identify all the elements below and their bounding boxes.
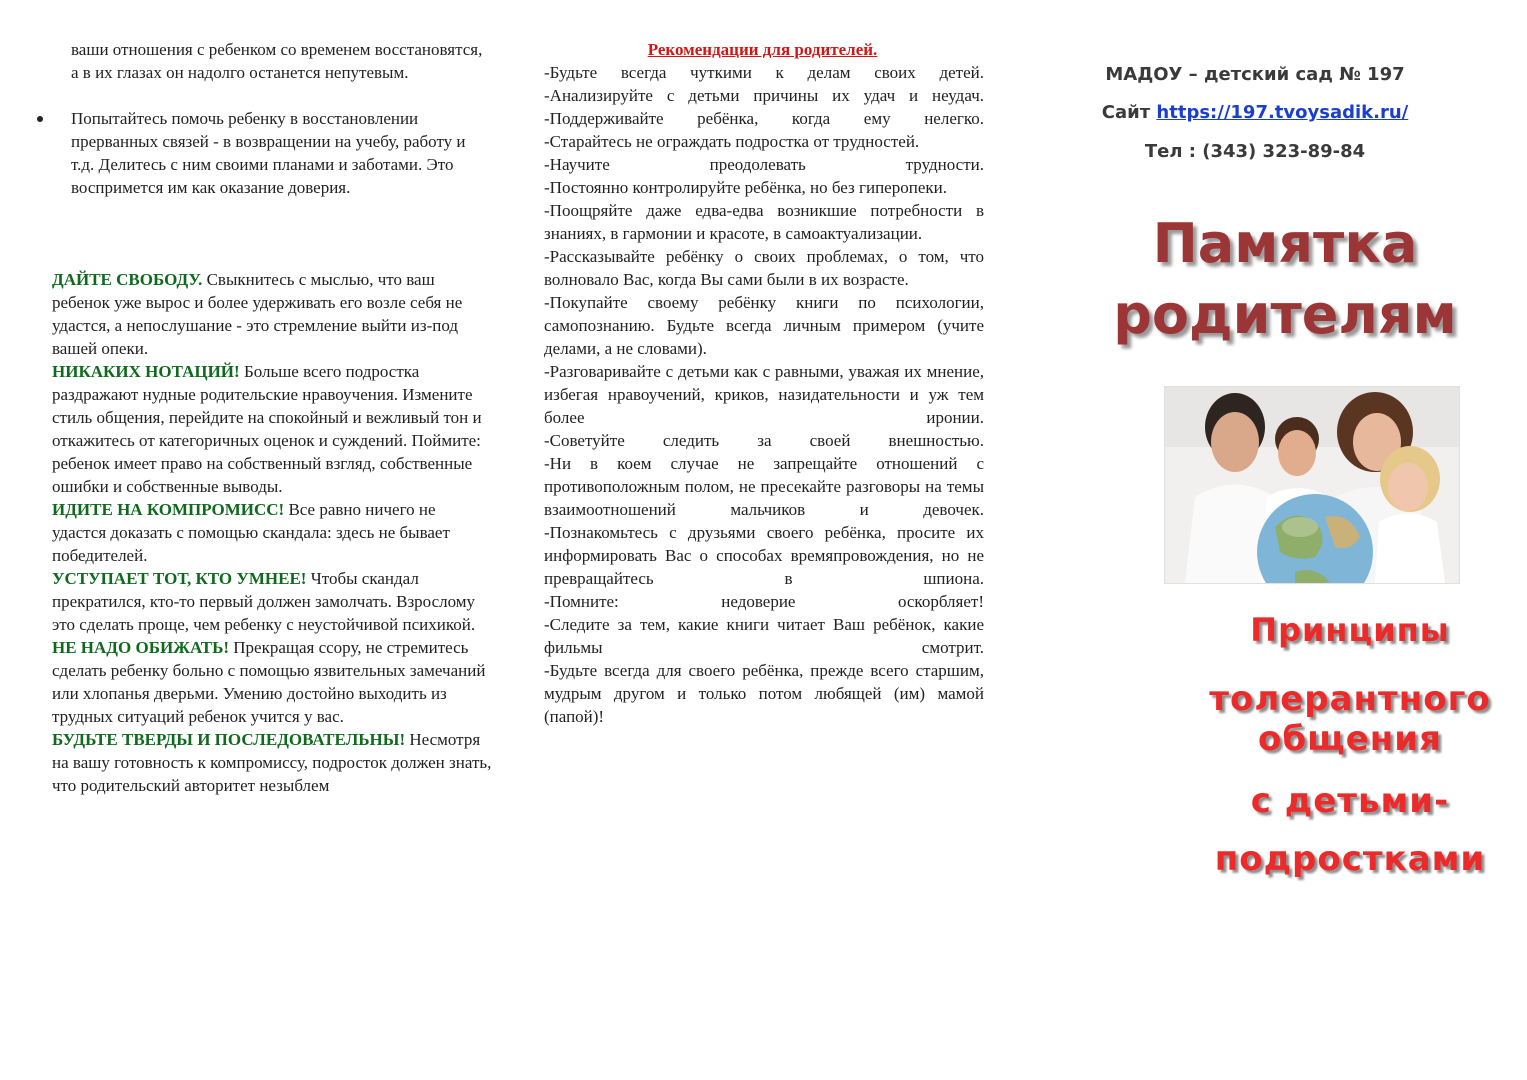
principle-lead: НЕ НАДО ОБИЖАТЬ! bbox=[52, 638, 229, 657]
phone-line: Тел : (343) 323-89-84 bbox=[1144, 141, 1366, 162]
recommendation-item: -Анализируйте с детьми причины их удач и неудач. bbox=[544, 86, 984, 105]
recommendations-title: Рекомендации для родителей. bbox=[647, 40, 878, 59]
principle-lead: НИКАКИХ НОТАЦИЙ! bbox=[52, 362, 240, 381]
family-photo-illustration bbox=[1165, 387, 1459, 583]
recommendation-item: -Разговаривайте с детьми как с равными, уважая их мнение, избегая нравоучений, криков, назидательности и уж тем более иронии. bbox=[544, 362, 984, 427]
recommendation-item: -Познакомьтесь с друзьями своего ребёнка, просите их информировать Вас о способах времяпровождения, но не превращайтесь в шпиона. bbox=[544, 523, 984, 588]
subtitle-line-4: с детьми- bbox=[1250, 781, 1450, 821]
family-globe-photo bbox=[1164, 386, 1460, 584]
principle-text: Все равно ничего не удастся доказать с помощью скандала: здесь не бывает победителей. bbox=[52, 500, 450, 565]
recommendation-item: -Научите преодолевать трудности. bbox=[544, 155, 984, 174]
principle-item bbox=[52, 728, 492, 797]
recommendation-item: -Рассказывайте ребёнку о своих проблемах, о том, что волновало Вас, когда Вы сами были в их возрасте. bbox=[544, 247, 984, 289]
principle-item bbox=[52, 636, 492, 728]
recommendation-item: -Ни в коем случае не запрещайте отношений с противоположным полом, не пресекайте разговоры на темы взаимоотношений мальчиков и девочек. bbox=[544, 454, 984, 519]
principle-text: Больше всего подростка раздражают нудные родительские нравоучения. Измените стиль общения, перейдите на спокойный и вежливый тон и откажитесь от категоричных оценок и суждений. Поймите: ребенок имеет право на собственный взгляд, собственные ошибки и собственные выводы. bbox=[52, 362, 482, 496]
recommendation-item: -Поощряйте даже едва-едва возникшие потребности в знаниях, в гармонии и красоте, в самоактуализации. bbox=[544, 201, 984, 243]
main-title-line-2: родителям bbox=[1113, 283, 1457, 346]
subtitle-line-3: общения bbox=[1258, 719, 1442, 759]
recommendation-item: -Будьте всегда для своего ребёнка, прежде всего старшим, мудрым другом и только потом любящей (им) мамой (папой)! bbox=[544, 661, 984, 726]
principle-text: Свыкнитесь с мыслью, что ваш ребенок уже вырос и более удерживать его возле себя не удастся, а непослушание - это стремление выйти из-под вашей опеки. bbox=[52, 270, 463, 358]
principle-lead: ИДИТЕ НА КОМПРОМИСС! bbox=[52, 500, 285, 519]
recommendation-item: -Поддерживайте ребёнка, когда ему нелегко. bbox=[544, 109, 984, 128]
principle-text: Несмотря на вашу готовность к компромиссу, подросток должен знать, что родительский авторитет незыблем bbox=[52, 730, 492, 795]
bullet-dot-icon bbox=[37, 116, 43, 122]
bullet-text: Попытайтесь помочь ребенку в восстановлении прерванных связей - в возвращении на учебу, работу и т.д. Делитесь с ним своими планами и заботами. Это воспримется им как оказание доверия. bbox=[71, 109, 466, 197]
site-link[interactable]: https://197.tvoysadik.ru/ bbox=[1156, 102, 1409, 123]
principle-item bbox=[52, 268, 492, 360]
principle-lead: ДАЙТЕ СВОБОДУ. bbox=[52, 270, 203, 289]
recommendation-item: -Советуйте следить за своей внешностью. bbox=[544, 431, 984, 450]
recommendation-item: -Покупайте своему ребёнку книги по психологии, самопознанию. Будьте всегда личным примером (учите делами, а не словами). bbox=[544, 293, 984, 358]
principle-item bbox=[52, 360, 492, 498]
main-title-line-1: Памятка bbox=[1152, 212, 1418, 275]
recommendation-item: -Старайтесь не ограждать подростка от трудностей. bbox=[544, 132, 920, 151]
principle-lead: УСТУПАЕТ ТОТ, КТО УМНЕЕ! bbox=[52, 569, 307, 588]
recommendation-item: -Постоянно контролируйте ребёнка, но без гиперопеки. bbox=[544, 178, 947, 197]
principle-text: Чтобы скандал прекратился, кто-то первый должен замолчать. Взрослому это сделать проще, чем ребенку с неустойчивой психикой. bbox=[52, 569, 476, 634]
recommendation-item: -Будьте всегда чуткими к делам своих детей. bbox=[544, 63, 984, 82]
org-name: МАДОУ – детский сад № 197 bbox=[1105, 64, 1405, 85]
subtitle-line-1: Принципы bbox=[1250, 611, 1450, 649]
subtitle-line-2: толерантного bbox=[1209, 679, 1491, 719]
principle-item bbox=[52, 498, 492, 567]
recommendation-item: -Помните: недоверие оскорбляет! bbox=[544, 592, 984, 611]
principle-lead: БУДЬТЕ ТВЕРДЫ И ПОСЛЕДОВАТЕЛЬНЫ! bbox=[52, 730, 406, 749]
recommendation-item: -Следите за тем, какие книги читает Ваш ребёнок, какие фильмы смотрит. bbox=[544, 615, 984, 657]
site-label: Сайт bbox=[1101, 102, 1157, 123]
site-line bbox=[1050, 102, 1460, 123]
principles-list bbox=[52, 268, 492, 797]
subtitle-line-5: подростками bbox=[1214, 839, 1486, 879]
continuation-text: ваши отношения с ребенком со временем восстановятся, а в их глазах он надолго останется непутевым. bbox=[71, 40, 483, 82]
recommendations-list bbox=[544, 61, 984, 728]
principle-text: Прекращая ссору, не стремитесь сделать ребенку больно с помощью язвительных замечаний или хлопанья дверьми. Умению достойно выходить из трудных ситуаций ребенок учится у вас. bbox=[52, 638, 486, 726]
principle-item bbox=[52, 567, 492, 636]
